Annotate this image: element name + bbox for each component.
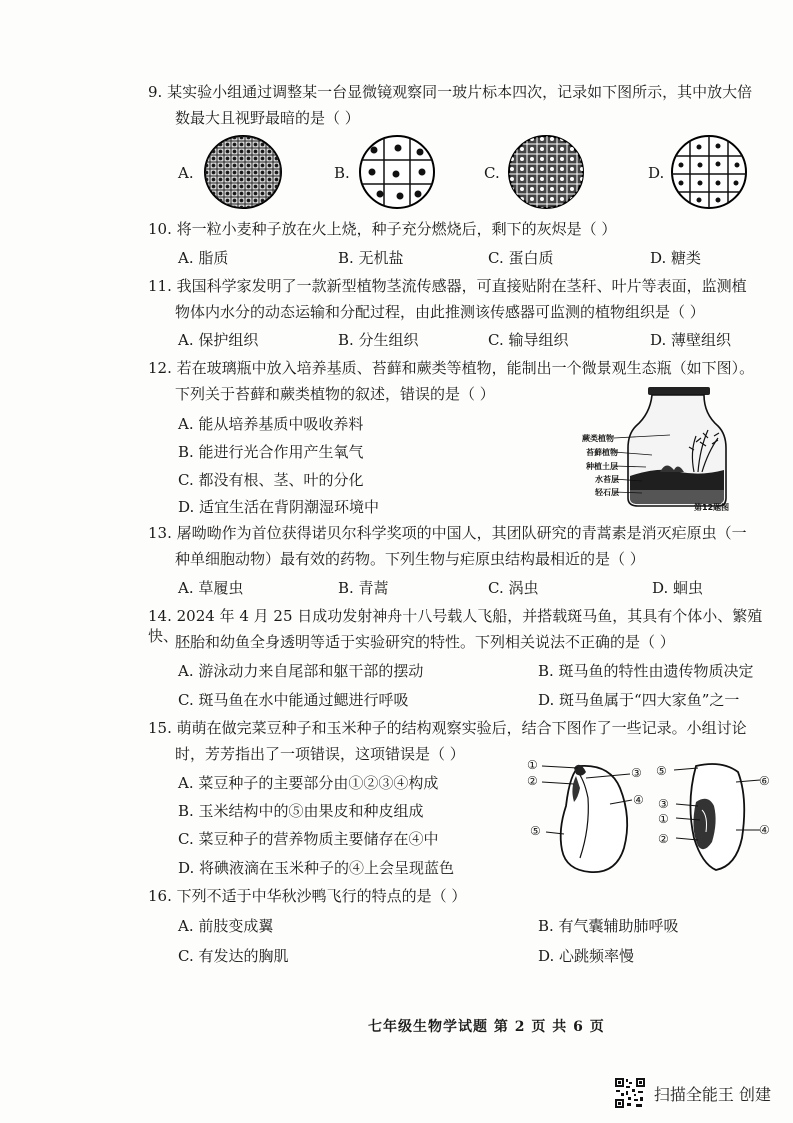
question-15-option-b: B. 玉米结构中的⑤由果皮和种皮组成: [178, 802, 424, 820]
question-11-option-b: B. 分生组织: [338, 331, 419, 349]
question-16-option-c: C. 有发达的胸肌: [178, 947, 289, 965]
question-10-option-a: A. 脂质: [178, 249, 229, 267]
bean-seed-figure: [540, 758, 640, 878]
microscope-view-b: [358, 134, 436, 210]
corn-label-1: ①: [658, 812, 669, 826]
question-12-stem-line2: 下列关于苔藓和蕨类植物的叙述，错误的是（ ）: [175, 385, 495, 403]
question-14-option-a: A. 游泳动力来自尾部和躯干部的摆动: [178, 662, 424, 680]
question-14-option-d: D. 斑马鱼属于“四大家鱼”之一: [538, 691, 740, 709]
question-12-option-a: A. 能从培养基质中吸收养料: [178, 415, 364, 433]
corn-seed-figure: [672, 758, 762, 874]
question-16-option-b: B. 有气囊辅助肺呼吸: [538, 917, 679, 935]
corn-label-4: ④: [759, 823, 770, 837]
question-13-option-c: C. 涡虫: [488, 579, 539, 597]
question-16-option-a: A. 前肢变成翼: [178, 917, 274, 935]
question-9-stem-line1: 9. 某实验小组通过调整某一台显微镜观察同一玻片标本四次，记录如下图所示，其中放大倍: [148, 83, 753, 101]
qr-code-icon: [614, 1077, 646, 1109]
question-15-option-d: D. 将碘液滴在玉米种子的④上会呈现蓝色: [178, 859, 455, 877]
bean-label-1: ①: [527, 758, 538, 772]
question-11-option-d: D. 薄壁组织: [650, 331, 732, 349]
microscope-view-c: [507, 134, 585, 210]
bean-label-4: ④: [633, 793, 644, 807]
figure-leader-lines: [612, 433, 672, 497]
bean-label-2: ②: [527, 774, 538, 788]
corn-label-5: ⑤: [656, 764, 667, 778]
question-9-option-a: A.: [178, 164, 194, 182]
figure-caption-12: 第12题图: [694, 503, 730, 512]
question-12-option-c: C. 都没有根、茎、叶的分化: [178, 471, 364, 489]
microscope-view-d: [670, 134, 748, 210]
scanner-watermark: [614, 1077, 771, 1109]
question-13-option-a: A. 草履虫: [178, 579, 244, 597]
question-11-option-c: C. 输导组织: [488, 331, 569, 349]
figure-label-pumice: 轻石层: [595, 488, 619, 497]
question-16-stem: 16. 下列不适于中华秋沙鸭飞行的特点的是（ ）: [148, 887, 467, 905]
question-12-option-b: B. 能进行光合作用产生氧气: [178, 443, 364, 461]
question-11-option-a: A. 保护组织: [178, 331, 259, 349]
question-10-option-d: D. 糖类: [650, 249, 702, 267]
page-footer: 七年级生物学试题 第 2 页 共 6 页: [368, 1019, 605, 1035]
question-13-option-d: D. 蛔虫: [652, 579, 704, 597]
question-13-stem-line1: 13. 屠呦呦作为首位获得诺贝尔科学奖项的中国人，其团队研究的青蒿素是消灭疟原虫（一: [148, 524, 747, 542]
question-9-option-c: C.: [484, 164, 500, 182]
question-12-stem-line1: 12. 若在玻璃瓶中放入培养基质、苔藓和蕨类等植物，能制出一个微景观生态瓶（如下图）。: [148, 359, 755, 377]
question-9-option-b: B.: [334, 164, 350, 182]
figure-label-water-moss: 水苔层: [595, 475, 619, 484]
bean-label-5: ⑤: [530, 824, 541, 838]
watermark-text: 扫描全能王 创建: [653, 1084, 771, 1104]
corn-label-3: ③: [658, 797, 669, 811]
question-11-stem-line1: 11. 我国科学家发明了一款新型植物茎流传感器，可直接贴附在茎秆、叶片等表面，监测植: [148, 277, 747, 295]
question-13-option-b: B. 青蒿: [338, 579, 389, 597]
question-15-stem-line2: 时，芳芳指出了一项错误，这项错误是（ ）: [175, 745, 465, 763]
question-14-stem-line2: 胚胎和幼鱼全身透明等适于实验研究的特性。下列相关说法不正确的是（ ）: [175, 633, 675, 651]
question-15-option-a: A. 菜豆种子的主要部分由①②③④构成: [178, 774, 439, 792]
question-10-stem: 10. 将一粒小麦种子放在火上烧，种子充分燃烧后，剩下的灰烬是（ ）: [148, 220, 617, 238]
question-14-stem-line1: 14. 2024 年 4 月 25 日成功发射神舟十八号载人飞船，并搭载斑马鱼，其具有个体小、繁殖快、: [148, 607, 763, 645]
question-9-option-d: D.: [648, 164, 665, 182]
question-12-option-d: D. 适宜生活在背阴潮湿环境中: [178, 498, 380, 516]
microscope-view-a: [203, 134, 283, 210]
figure-label-soil: 种植土层: [586, 462, 618, 471]
question-14-option-b: B. 斑马鱼的特性由遗传物质决定: [538, 662, 754, 680]
corn-label-6: ⑥: [759, 774, 770, 788]
question-14-option-c: C. 斑马鱼在水中能通过鳃进行呼吸: [178, 691, 409, 709]
question-13-stem-line2: 种单细胞动物）最有效的药物。下列生物与疟原虫结构最相近的是（ ）: [175, 550, 645, 568]
question-10-option-c: C. 蛋白质: [488, 249, 554, 267]
figure-label-fern: 蕨类植物: [582, 434, 614, 443]
figure-label-moss: 苔藓植物: [586, 448, 618, 457]
question-11-stem-line2: 物体内水分的动态运输和分配过程，由此推测该传感器可监测的植物组织是（ ）: [175, 303, 705, 321]
question-15-option-c: C. 菜豆种子的营养物质主要储存在④中: [178, 830, 439, 848]
corn-label-2: ②: [658, 832, 669, 846]
question-16-option-d: D. 心跳频率慢: [538, 947, 635, 965]
question-10-option-b: B. 无机盐: [338, 249, 404, 267]
question-9-stem-line2: 数最大且视野最暗的是（ ）: [175, 109, 360, 127]
question-15-stem-line1: 15. 萌萌在做完菜豆种子和玉米种子的结构观察实验后，结合下图作了一些记录。小组讨论: [148, 719, 747, 737]
bean-label-3: ③: [631, 766, 642, 780]
